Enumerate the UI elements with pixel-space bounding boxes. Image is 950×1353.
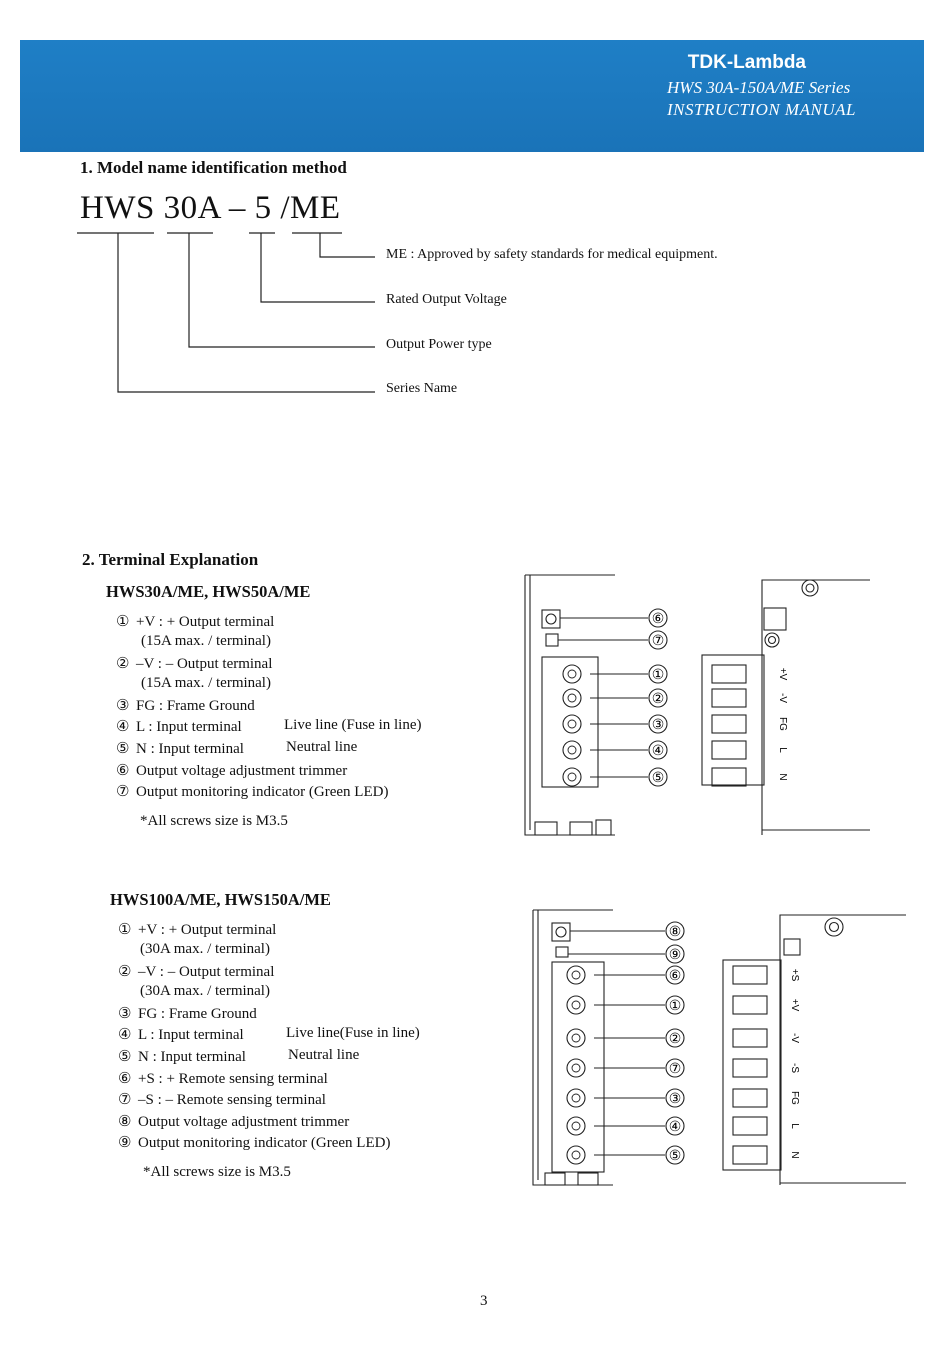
page-number: 3 xyxy=(480,1293,488,1309)
groupB-item-8: ⑧ Output voltage adjustment trimmer xyxy=(118,1114,350,1130)
screw-head xyxy=(568,670,576,678)
groupB-note: *All screws size is M3.5 xyxy=(143,1164,291,1180)
terminal-label: -S xyxy=(789,1063,800,1073)
callout-number: ② xyxy=(668,1032,682,1047)
groupA-item-5-extra: Neutral line xyxy=(286,739,358,755)
screw-head xyxy=(568,694,576,702)
callout-number: ④ xyxy=(651,744,665,759)
groupB-item-3: ③ FG : Frame Ground xyxy=(118,1006,257,1022)
groupB-item-7: ⑦ –S : – Remote sensing terminal xyxy=(118,1092,326,1108)
connector-pin xyxy=(733,1146,767,1164)
connector-pin xyxy=(733,1089,767,1107)
terminal-label: FG xyxy=(777,717,788,731)
screw-terminal xyxy=(567,1029,585,1047)
terminal-label: N xyxy=(789,1151,800,1159)
groupB-heading: HWS100A/ME, HWS150A/ME xyxy=(110,890,331,909)
groupA-item-1: ① +V : + Output terminal xyxy=(116,614,275,630)
callout-number: ⑥ xyxy=(651,612,665,627)
connector-pin xyxy=(733,1029,767,1047)
screw-terminal xyxy=(567,1146,585,1164)
groupB-item-5: ⑤ N : Input terminal xyxy=(118,1049,246,1065)
callout-number: ① xyxy=(668,999,682,1014)
screw-head xyxy=(572,1064,580,1072)
screw-terminal xyxy=(567,1059,585,1077)
terminal-label: L xyxy=(777,747,788,753)
terminal-label: +V xyxy=(777,667,788,681)
groupB-item-2: ② –V : – Output terminal xyxy=(118,964,275,980)
screw-head xyxy=(572,1034,580,1042)
connector-pin xyxy=(733,996,767,1014)
screw-head xyxy=(572,1122,580,1130)
callout-number: ③ xyxy=(668,1092,682,1107)
groupB-item-4: ④ L : Input terminal xyxy=(118,1027,244,1043)
model-name: HWS 30A – 5 /ME xyxy=(80,190,341,226)
groupA-item-3: ③ FG : Frame Ground xyxy=(116,698,255,714)
screw-terminal xyxy=(567,966,585,984)
callout-number: ⑨ xyxy=(668,948,682,963)
terminal-label: +V xyxy=(789,998,800,1012)
label-me: ME : Approved by safety standards for medical equipment. xyxy=(386,247,718,262)
screw-head xyxy=(568,773,576,781)
groupB-item-1-sub: (30A max. / terminal) xyxy=(140,941,270,957)
groupA-item-2-sub: (15A max. / terminal) xyxy=(141,675,271,691)
label-power-type: Output Power type xyxy=(386,337,492,352)
connector-pin xyxy=(712,768,746,786)
callout-number: ① xyxy=(651,668,665,683)
connector-pin xyxy=(733,1059,767,1077)
series-title: HWS 30A-150A/ME Series xyxy=(667,78,851,97)
screw-terminal xyxy=(563,665,581,683)
callout-number: ⑦ xyxy=(651,634,665,649)
groupA-item-2: ② –V : – Output terminal xyxy=(116,656,273,672)
screw-head xyxy=(572,1094,580,1102)
callout-number: ② xyxy=(651,692,665,707)
section1-title: 1. Model name identification method xyxy=(80,158,347,177)
model-breakdown-diagram xyxy=(70,225,410,405)
groupA-item-7: ⑦ Output monitoring indicator (Green LED) xyxy=(116,784,389,800)
callout-number: ⑧ xyxy=(668,925,682,940)
groupA-item-4: ④ L : Input terminal xyxy=(116,719,242,735)
screw-head xyxy=(572,1001,580,1009)
terminal-label: L xyxy=(789,1123,800,1129)
header-banner xyxy=(20,40,924,152)
groupB-item-9: ⑨ Output monitoring indicator (Green LED) xyxy=(118,1135,391,1151)
screw-terminal xyxy=(567,996,585,1014)
groupB-item-5-extra: Neutral line xyxy=(288,1047,360,1063)
screw-head xyxy=(568,720,576,728)
connector-pin xyxy=(712,665,746,683)
groupB-item-2-sub: (30A max. / terminal) xyxy=(140,983,270,999)
callout-number: ⑥ xyxy=(668,969,682,984)
connector-pin xyxy=(712,741,746,759)
screw-terminal xyxy=(563,741,581,759)
screw-terminal xyxy=(563,715,581,733)
callout-number: ⑦ xyxy=(668,1062,682,1077)
groupA-item-4-extra: Live line (Fuse in line) xyxy=(284,717,422,733)
connector-pin xyxy=(733,966,767,984)
groupB-item-6: ⑥ +S : + Remote sensing terminal xyxy=(118,1071,328,1087)
callout-number: ⑤ xyxy=(651,771,665,786)
callout-number: ⑤ xyxy=(668,1149,682,1164)
callout-number: ④ xyxy=(668,1120,682,1135)
groupB-item-1: ① +V : + Output terminal xyxy=(118,922,277,938)
groupA-item-5: ⑤ N : Input terminal xyxy=(116,741,244,757)
connector-pin xyxy=(733,1117,767,1135)
groupA-item-1-sub: (15A max. / terminal) xyxy=(141,633,271,649)
screw-head xyxy=(572,971,580,979)
terminal-label: FG xyxy=(789,1091,800,1105)
callout-number: ③ xyxy=(651,718,665,733)
terminal-diagram-b xyxy=(528,905,910,1190)
manual-title: INSTRUCTION MANUAL xyxy=(667,100,856,119)
groupA-heading: HWS30A/ME, HWS50A/ME xyxy=(106,582,311,601)
screw-head xyxy=(568,746,576,754)
connector-pin xyxy=(712,715,746,733)
brand-name: TDK-Lambda xyxy=(687,52,806,73)
screw-terminal xyxy=(563,689,581,707)
terminal-label: N xyxy=(777,773,788,781)
section2-title: 2. Terminal Explanation xyxy=(82,550,259,569)
connector-pin xyxy=(712,689,746,707)
label-series-name: Series Name xyxy=(386,381,458,396)
terminal-label: -V xyxy=(789,1033,800,1043)
screw-head xyxy=(572,1151,580,1159)
terminal-label: +S xyxy=(789,968,800,982)
screw-terminal xyxy=(567,1117,585,1135)
groupA-note: *All screws size is M3.5 xyxy=(140,813,288,829)
groupB-item-4-extra: Live line(Fuse in line) xyxy=(286,1025,420,1041)
screw-terminal xyxy=(563,768,581,786)
terminal-label: -V xyxy=(777,693,788,703)
terminal-diagram-a xyxy=(520,570,875,840)
screw-terminal xyxy=(567,1089,585,1107)
label-rated-voltage: Rated Output Voltage xyxy=(386,292,507,307)
groupA-item-6: ⑥ Output voltage adjustment trimmer xyxy=(116,763,348,779)
